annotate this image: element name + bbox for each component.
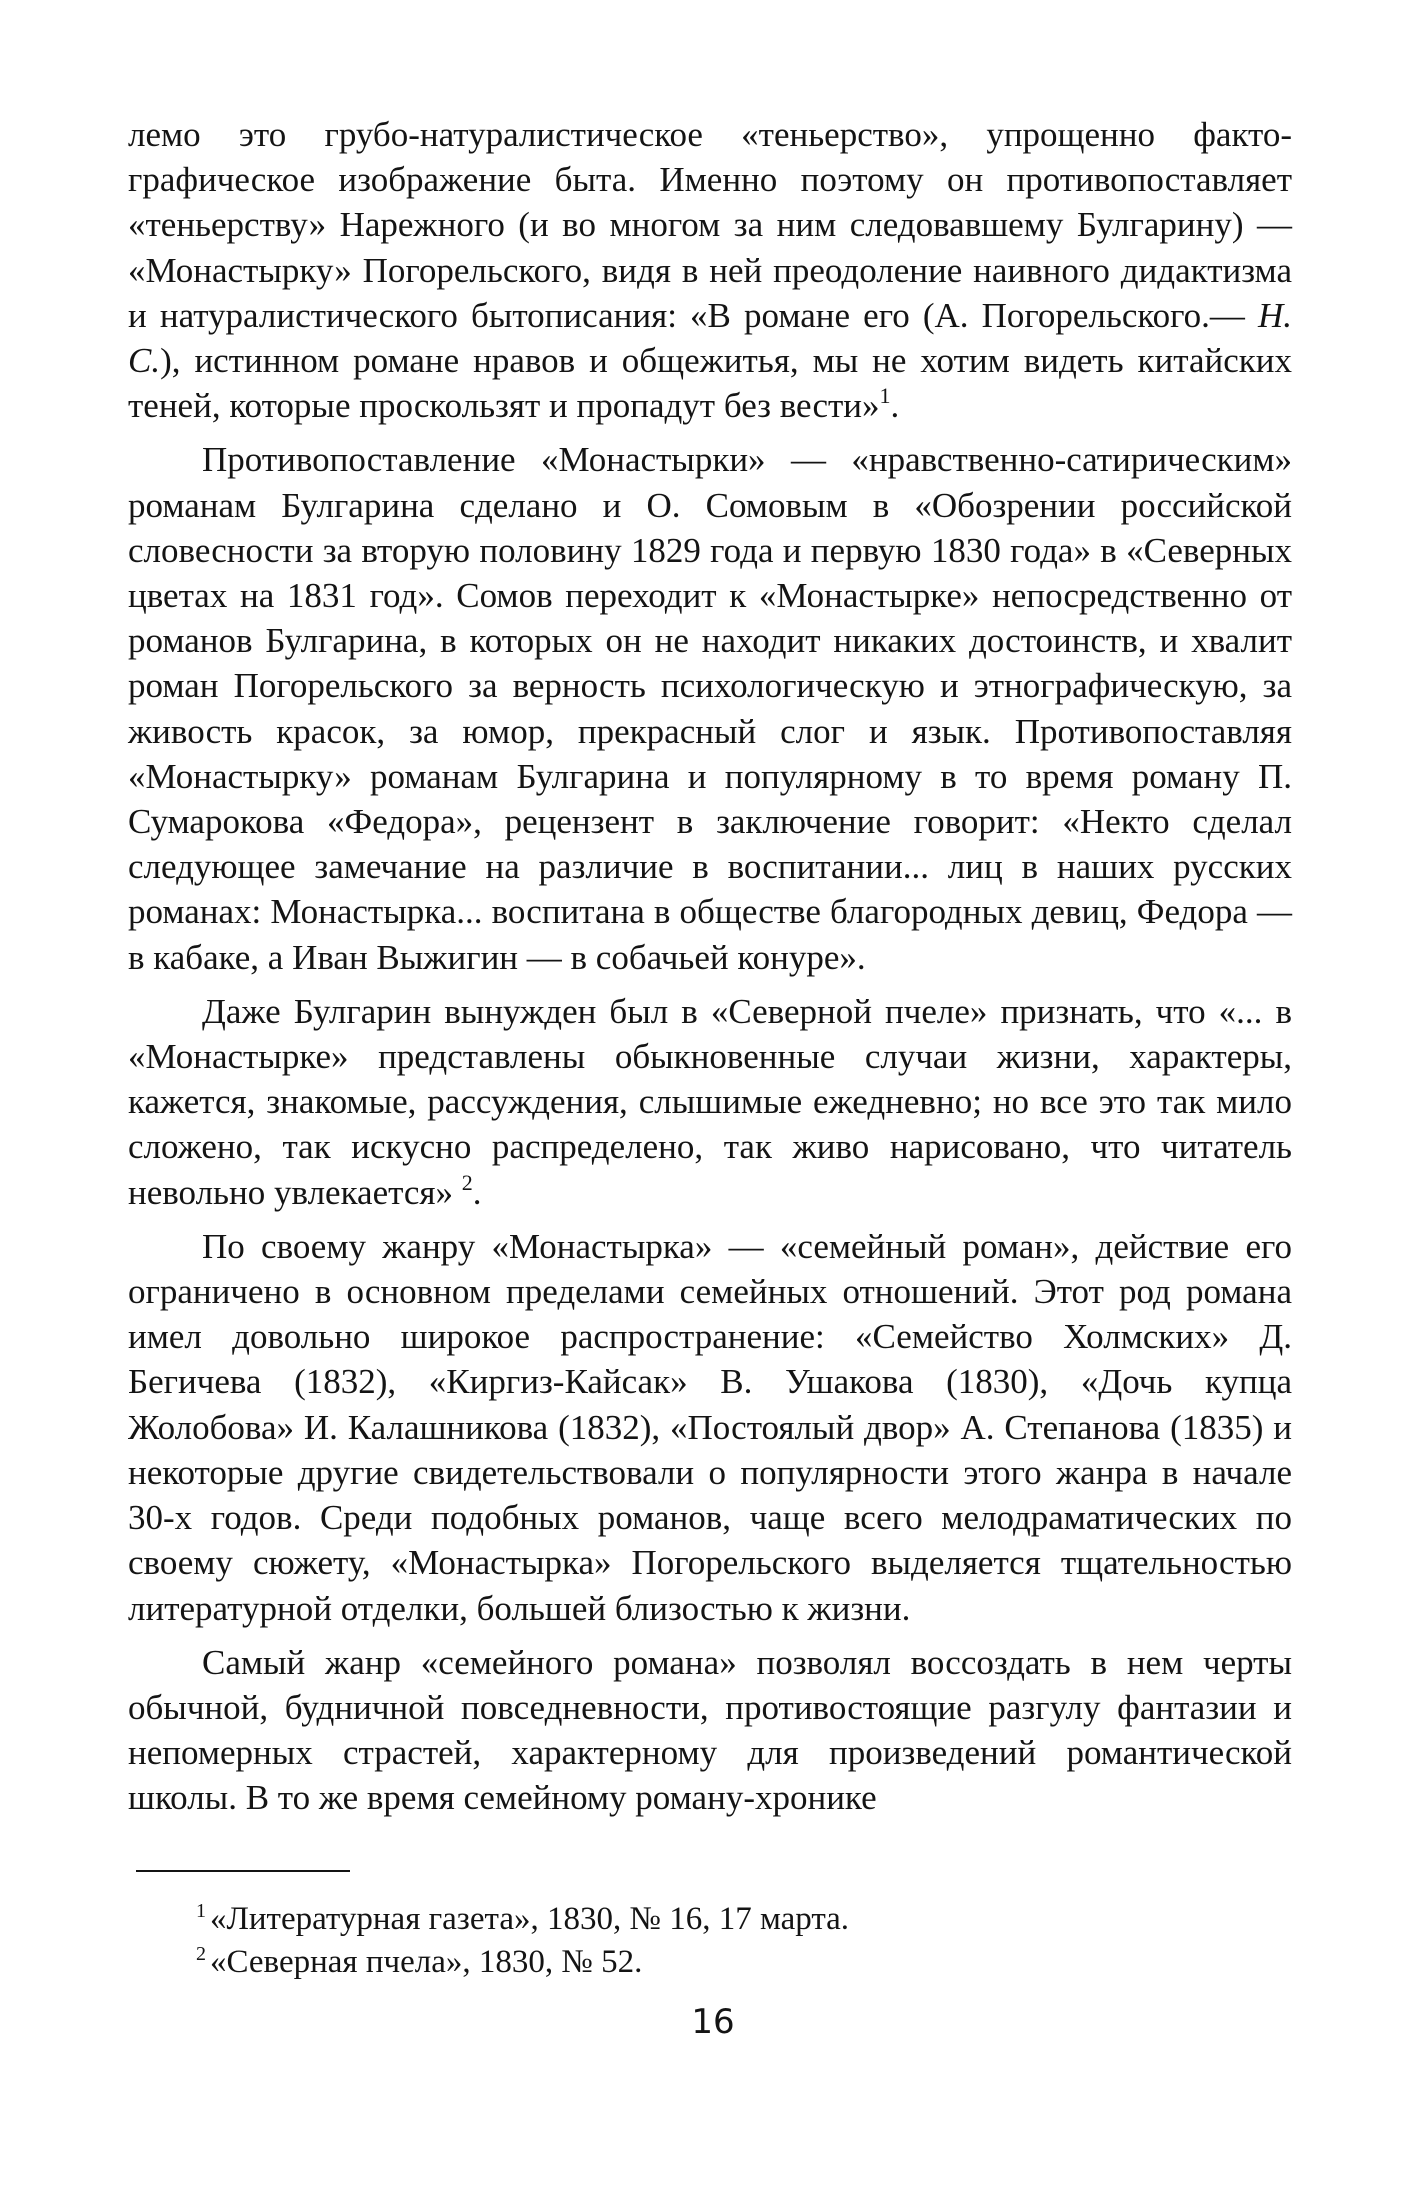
footnote (196, 1898, 1196, 1941)
footnote-reference: 2 (461, 1169, 473, 1195)
footnote-mark: 1 (196, 1900, 206, 1922)
paragraph (128, 437, 1292, 979)
paragraph-text: Даже Булгарин вынужден был в «Северной пчеле» признать, что «... в «Монастырке» представлены обыкновенные случаи жизни, характеры, кажется, знакомые, рассуждения, слышимые ежедневно; но все это так мило сложено, так искусно распределено, так живо нарисовано, что читатель невольно увлекается» (128, 991, 1292, 1212)
footnotes (196, 1898, 1196, 1984)
paragraph-text: Самый жанр «семейного романа» позволял воссоздать в нем черты обычной, будничной повседневности, противостоящие разгулу фантазии и непомерных страстей, характерному для произведений романтической школы. В то же время семейному роману-хронике (128, 1642, 1292, 1818)
footnote (196, 1941, 1196, 1984)
editor-initials: Н. С. (128, 295, 1292, 381)
paragraph-text: лемо это грубо-натуралистическое «теньерство», упрощенно фактографическое изображение быта. Именно поэтому он противопоставляет «теньерству» Нарежного (и во многом за ним следовавшему Булгарину) — «Монастырку» Погорельского, видя в ней преодоление наивного дидактизма и натуралистического бытописания: «В романе его (А. Погорельского.— (128, 115, 1292, 335)
paragraph (128, 112, 1292, 428)
paragraph-text: Противопоставление «Монастырки» — «нравственно-сатирическим» романам Булгарина сделано и О. Сомовым в «Обозрении российской словесности за вторую половину 1829 года и первую 1830 года» в «Северных цветах на 1831 год». Сомов переходит к «Монастырке» непосредственно от романов Булгарина, в которых он не находит никаких достоинств, и хвалит роман Погорельского за верность психологическую и этнографическую, за живость красок, за юмор, прекрасный слог и язык. Противопоставляя «Монастырку» романам Булгарина и популярному в то время роману П. Сумарокова «Федора», рецензент в заключение говорит: «Некто сделал следующее замечание на различие в воспитании... лиц в наших русских романах: Монастырка... воспитана в обществе благородных девиц, Федора — в кабаке, а Иван Выжигин — в собачьей конуре». (128, 440, 1292, 977)
paragraph-text: . (890, 386, 900, 426)
page-body (128, 112, 1292, 1821)
paragraph (128, 1640, 1292, 1821)
paragraph (128, 989, 1292, 1215)
footnote-separator (136, 1870, 350, 1872)
paragraph-text: . (472, 1172, 482, 1212)
footnote-mark: 2 (196, 1943, 206, 1965)
paragraph-text: По своему жанру «Монастырка» — «семейный роман», действие его ограничено в основном пределами семейных отношений. Этот род романа имел довольно широкое распространение: «Семейство Холмских» Д. Бегичева (1832), «Киргиз-Кайсак» В. Ушакова (1830), «Дочь купца Жолобова» И. Калашникова (1832), «Постоялый двор» А. Степанова (1835) и некоторые другие свидетельствовали о популярности этого жанра в начале 30-х годов. Среди подобных романов, чаще всего мелодраматических по своему сюжету, «Монастырка» Погорельского выделяется тщательностью литературной отделки, большей близостью к жизни. (128, 1226, 1292, 1628)
page-number: 16 (691, 2002, 735, 2042)
paragraph (128, 1224, 1292, 1631)
footnote-reference: 1 (879, 383, 891, 409)
footnote-text: «Северная пчела», 1830, № 52. (210, 1944, 643, 1980)
paragraph-text: ), истинном романе нравов и общежитья, мы не хотим видеть китайских теней, которые проскользят и пропадут без вести» (128, 341, 1292, 426)
footnote-text: «Литературная газета», 1830, № 16, 17 марта. (210, 1901, 850, 1937)
